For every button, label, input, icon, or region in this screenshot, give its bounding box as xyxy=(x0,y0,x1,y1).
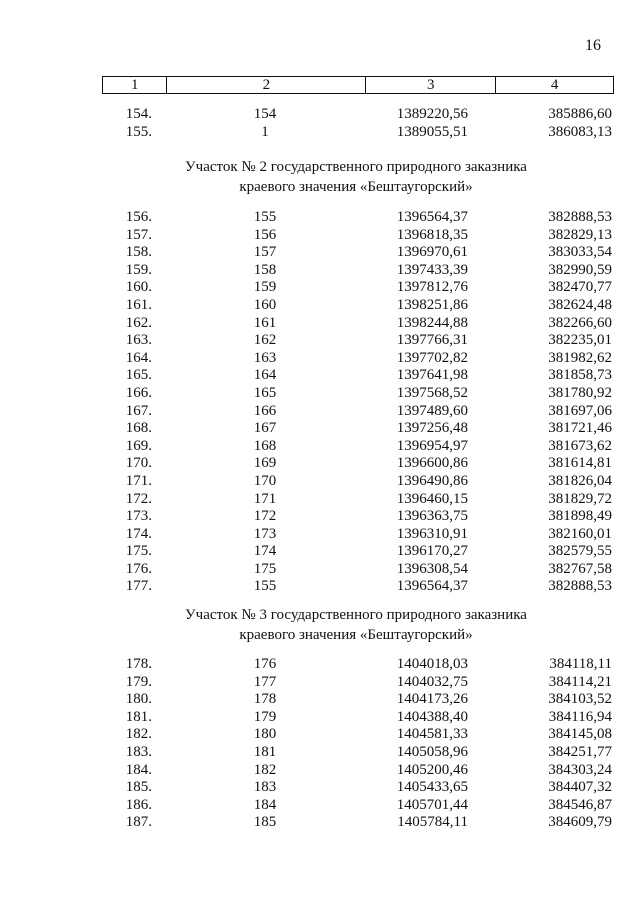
coordinate-x: 1396564,37 xyxy=(396,209,468,225)
coordinate-y: 382829,13 xyxy=(548,226,612,243)
table-row xyxy=(0,674,640,692)
row-number: 175. xyxy=(125,543,152,560)
table-row xyxy=(0,726,640,744)
coordinate-y: 386083,13 xyxy=(548,123,612,140)
point-number: 178 xyxy=(253,691,277,708)
row-number: 182. xyxy=(125,726,152,743)
table-row xyxy=(0,106,640,124)
table-row xyxy=(0,350,640,368)
table-row xyxy=(0,315,640,333)
coordinate-x: 1397812,76 xyxy=(396,279,468,296)
coordinate-x: 1404581,33 xyxy=(396,726,468,743)
point-number: 185 xyxy=(253,814,277,831)
row-number: 166. xyxy=(125,384,152,401)
point-number: 181 xyxy=(253,743,277,760)
coordinate-y: 381673,62 xyxy=(548,437,612,454)
coordinate-y: 383033,54 xyxy=(548,244,612,261)
point-number: 174 xyxy=(253,543,277,560)
coordinate-x: 1396308,54 xyxy=(396,560,468,577)
row-number: 161. xyxy=(125,296,152,313)
coordinate-x: 1396970,61 xyxy=(396,244,468,261)
table-row xyxy=(0,744,640,762)
table-row xyxy=(0,709,640,727)
coordinate-y: 382579,55 xyxy=(548,543,612,560)
table-row xyxy=(0,543,640,561)
row-number: 155. xyxy=(125,123,152,140)
coordinate-x: 1397433,39 xyxy=(396,261,468,278)
coordinate-y: 381826,04 xyxy=(548,472,612,489)
page-number: 16 xyxy=(585,37,601,54)
coordinate-x: 1397702,82 xyxy=(396,349,468,366)
coordinate-y: 384546,87 xyxy=(548,796,612,813)
point-number: 169 xyxy=(253,455,277,472)
point-number: 1 xyxy=(261,123,269,140)
point-number: 154 xyxy=(253,106,277,122)
coordinate-y: 382990,59 xyxy=(548,261,612,278)
row-number: 167. xyxy=(125,402,152,419)
table-row xyxy=(0,227,640,245)
coordinate-y: 384114,21 xyxy=(548,673,612,690)
coordinate-y: 381721,46 xyxy=(548,420,612,437)
coordinate-x: 1396490,86 xyxy=(396,472,468,489)
point-number: 180 xyxy=(253,726,277,743)
coordinate-x: 1404388,40 xyxy=(396,708,468,725)
point-number: 155 xyxy=(253,578,277,595)
coordinate-x: 1404018,03 xyxy=(396,656,468,672)
coordinate-x: 1397256,48 xyxy=(396,420,468,437)
row-number: 172. xyxy=(125,490,152,507)
table-row xyxy=(0,403,640,421)
section-2-heading-line2: краевого значения «Бештаугорский» xyxy=(239,179,473,195)
coordinate-x: 1404032,75 xyxy=(396,673,468,690)
table-row xyxy=(0,656,640,674)
column-header-row xyxy=(103,77,614,94)
table-row xyxy=(0,455,640,473)
coordinate-y: 381898,49 xyxy=(548,508,612,525)
point-number: 182 xyxy=(253,761,277,778)
row-number: 164. xyxy=(125,349,152,366)
table-row xyxy=(0,779,640,797)
coordinate-x: 1397568,52 xyxy=(396,384,468,401)
row-number: 165. xyxy=(125,367,152,384)
table-row xyxy=(0,691,640,709)
table-row xyxy=(0,508,640,526)
point-number: 161 xyxy=(253,314,277,331)
point-number: 179 xyxy=(253,708,277,725)
table-row xyxy=(0,420,640,438)
row-number: 154. xyxy=(125,106,152,122)
row-number: 169. xyxy=(125,437,152,454)
row-number: 173. xyxy=(125,508,152,525)
table-row xyxy=(0,526,640,544)
coordinate-x: 1389055,51 xyxy=(396,123,468,140)
coordinate-y: 384103,52 xyxy=(548,691,612,708)
coordinate-y: 381829,72 xyxy=(548,490,612,507)
section-3-heading-line2: краевого значения «Бештаугорский» xyxy=(239,627,473,643)
coordinate-x: 1396818,35 xyxy=(396,226,468,243)
coordinate-y: 384145,08 xyxy=(548,726,612,743)
coordinate-y: 384116,94 xyxy=(548,708,612,725)
coordinate-x: 1396310,91 xyxy=(396,525,468,542)
row-number: 185. xyxy=(125,779,152,796)
coordinate-y: 382266,60 xyxy=(548,314,612,331)
coordinate-x: 1396954,97 xyxy=(396,437,468,454)
column-header-table xyxy=(102,76,614,94)
table-row xyxy=(0,473,640,491)
point-number: 183 xyxy=(253,779,277,796)
coordinate-y: 382235,01 xyxy=(548,332,612,349)
coordinate-y: 382767,58 xyxy=(548,560,612,577)
row-number: 157. xyxy=(125,226,152,243)
column-header-4: 4 xyxy=(496,77,614,94)
row-number: 174. xyxy=(125,525,152,542)
point-number: 168 xyxy=(253,437,277,454)
row-number: 176. xyxy=(125,560,152,577)
table-row xyxy=(0,209,640,227)
row-number: 178. xyxy=(125,656,152,672)
coordinate-y: 382624,48 xyxy=(548,296,612,313)
coordinate-y: 384407,32 xyxy=(548,779,612,796)
table-row xyxy=(0,438,640,456)
point-number: 165 xyxy=(253,384,277,401)
point-number: 158 xyxy=(253,261,277,278)
section-3-heading-line1: Участок № 3 государственного природного заказника xyxy=(185,607,527,623)
section-2-rows xyxy=(0,209,640,596)
point-number: 156 xyxy=(253,226,277,243)
table-row xyxy=(0,561,640,579)
point-number: 176 xyxy=(253,656,277,672)
point-number: 163 xyxy=(253,349,277,366)
coordinate-x: 1405200,46 xyxy=(396,761,468,778)
table-row xyxy=(0,262,640,280)
row-number: 177. xyxy=(125,578,152,595)
section-1-rows xyxy=(0,106,640,141)
coordinate-x: 1405701,44 xyxy=(396,796,468,813)
row-number: 162. xyxy=(125,314,152,331)
row-number: 163. xyxy=(125,332,152,349)
point-number: 160 xyxy=(253,296,277,313)
coordinate-x: 1396460,15 xyxy=(396,490,468,507)
coordinate-y: 382888,53 xyxy=(548,578,612,595)
coordinate-x: 1405058,96 xyxy=(396,743,468,760)
section-2-heading-line1: Участок № 2 государственного природного заказника xyxy=(185,159,527,175)
coordinate-y: 385886,60 xyxy=(548,106,612,122)
row-number: 170. xyxy=(125,455,152,472)
row-number: 187. xyxy=(125,814,152,831)
row-number: 158. xyxy=(125,244,152,261)
coordinate-x: 1398251,86 xyxy=(396,296,468,313)
point-number: 164 xyxy=(253,367,277,384)
coordinate-y: 381780,92 xyxy=(548,384,612,401)
coordinate-y: 381614,81 xyxy=(548,455,612,472)
table-row xyxy=(0,762,640,780)
point-number: 155 xyxy=(253,209,277,225)
coordinate-x: 1405784,11 xyxy=(397,814,468,831)
table-row xyxy=(0,797,640,815)
table-row xyxy=(0,578,640,596)
coordinate-x: 1405433,65 xyxy=(396,779,468,796)
row-number: 159. xyxy=(125,261,152,278)
coordinate-x: 1397489,60 xyxy=(396,402,468,419)
table-row xyxy=(0,385,640,403)
coordinate-y: 384251,77 xyxy=(548,743,612,760)
point-number: 175 xyxy=(253,560,277,577)
point-number: 184 xyxy=(253,796,277,813)
coordinate-y: 381858,73 xyxy=(548,367,612,384)
coordinate-x: 1398244,88 xyxy=(396,314,468,331)
row-number: 160. xyxy=(125,279,152,296)
coordinate-x: 1404173,26 xyxy=(396,691,468,708)
coordinate-x: 1396600,86 xyxy=(396,455,468,472)
point-number: 177 xyxy=(253,673,277,690)
table-row xyxy=(0,332,640,350)
coordinate-x: 1396363,75 xyxy=(396,508,468,525)
table-row xyxy=(0,814,640,832)
row-number: 168. xyxy=(125,420,152,437)
coordinate-y: 381982,62 xyxy=(548,349,612,366)
coordinate-x: 1396170,27 xyxy=(396,543,468,560)
column-header-3: 3 xyxy=(366,77,496,94)
coordinate-y: 384118,11 xyxy=(549,656,612,672)
coordinate-x: 1397766,31 xyxy=(396,332,468,349)
coordinate-x: 1396564,37 xyxy=(396,578,468,595)
point-number: 167 xyxy=(253,420,277,437)
table-row xyxy=(0,491,640,509)
row-number: 183. xyxy=(125,743,152,760)
section-2-heading xyxy=(0,157,640,197)
coordinate-y: 384609,79 xyxy=(548,814,612,831)
column-header-2: 2 xyxy=(167,77,366,94)
coordinate-y: 381697,06 xyxy=(548,402,612,419)
table-row xyxy=(0,124,640,142)
point-number: 172 xyxy=(253,508,277,525)
column-header-1: 1 xyxy=(103,77,167,94)
point-number: 166 xyxy=(253,402,277,419)
table-row xyxy=(0,367,640,385)
row-number: 184. xyxy=(125,761,152,778)
point-number: 162 xyxy=(253,332,277,349)
row-number: 180. xyxy=(125,691,152,708)
coordinate-y: 382160,01 xyxy=(548,525,612,542)
table-row xyxy=(0,297,640,315)
row-number: 171. xyxy=(125,472,152,489)
point-number: 157 xyxy=(253,244,277,261)
coordinate-y: 382888,53 xyxy=(548,209,612,225)
point-number: 173 xyxy=(253,525,277,542)
point-number: 170 xyxy=(253,472,277,489)
section-3-rows xyxy=(0,656,640,832)
coordinate-x: 1397641,98 xyxy=(396,367,468,384)
coordinate-y: 384303,24 xyxy=(548,761,612,778)
coordinate-x: 1389220,56 xyxy=(396,106,468,122)
row-number: 179. xyxy=(125,673,152,690)
table-row xyxy=(0,244,640,262)
table-row xyxy=(0,279,640,297)
coordinate-y: 382470,77 xyxy=(548,279,612,296)
row-number: 186. xyxy=(125,796,152,813)
section-3-heading xyxy=(0,605,640,645)
row-number: 156. xyxy=(125,209,152,225)
point-number: 159 xyxy=(253,279,277,296)
point-number: 171 xyxy=(253,490,277,507)
row-number: 181. xyxy=(125,708,152,725)
